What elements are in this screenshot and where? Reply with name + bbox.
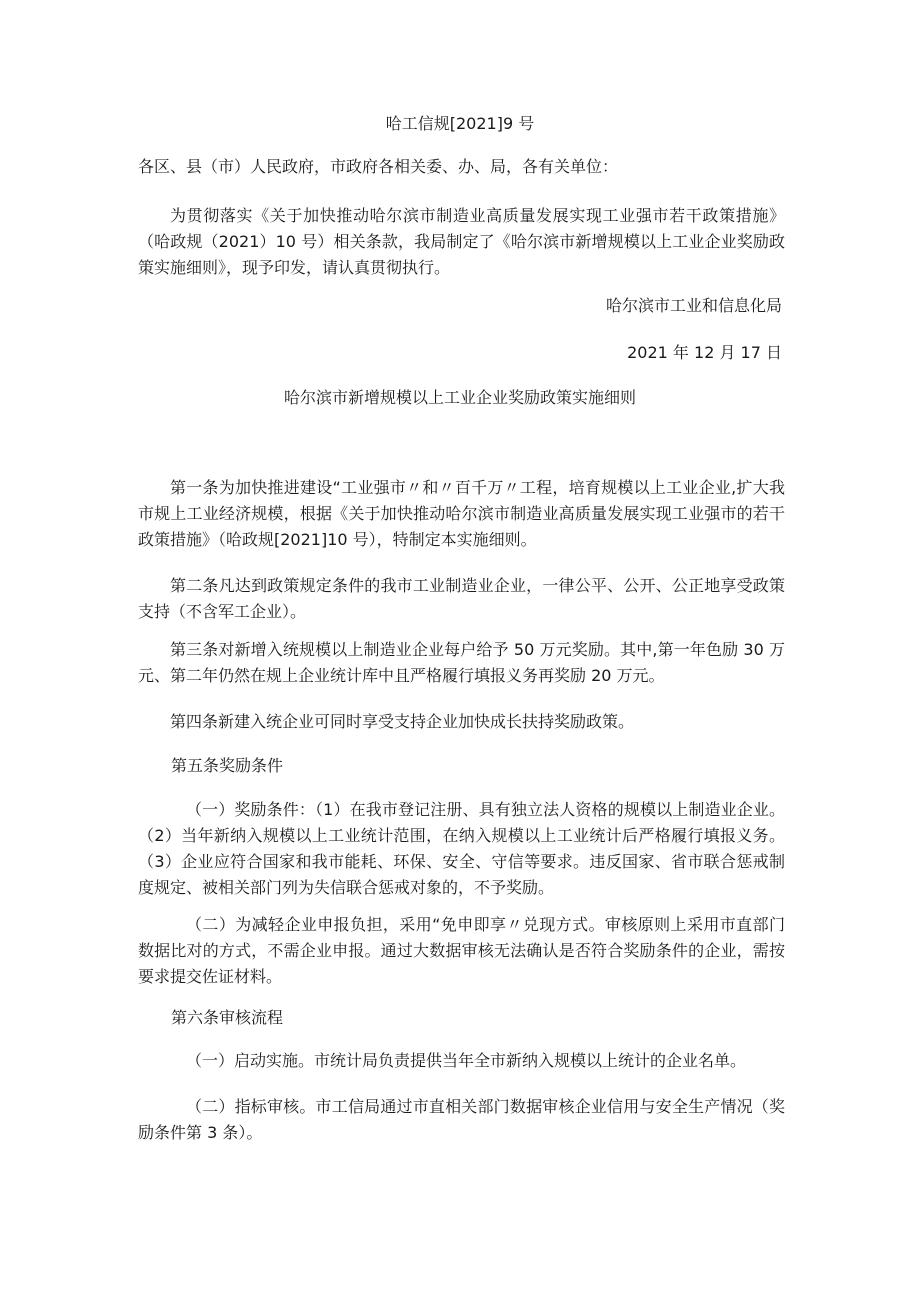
article-2: 第二条凡达到政策规定条件的我市工业制造业企业，一律公平、公开、公正地享受政策支持（不含军工企业）。 — [138, 576, 785, 621]
article-4: 第四条新建入统企业可同时享受支持企业加快成长扶持奖励政策。 — [170, 712, 635, 731]
document-number: 哈工信规[2021]9 号 — [385, 114, 535, 133]
issue-date: 2021 年 12 月 17 日 — [627, 343, 782, 362]
article-1: 第一条为加快推进建设“工业强市〃和〃百千万〃工程，培育规模以上工业企业,扩大我市规上工业经济规模，根据《关于加快推动哈尔滨市制造业高质量发展实现工业强市的若干政策措施》（哈政规[2021]10 号），特制定本实施细则。 — [138, 478, 785, 549]
article-6-item-1: （一）启动实施。市统计局负责提供当年全市新纳入规模以上统计的企业名单。 — [186, 1051, 747, 1070]
article-5-item-1: （一）奖励条件：（1）在我市登记注册、具有独立法人资格的规模以上制造业企业。（2）当年新纳入规模以上工业统计范围，在纳入规模以上工业统计后严格履行填报义务。（3）企业应符合国家和我市能耗、环保、安全、守信等要求。违反国家、省市联合惩戒制度规定、被相关部门列为失信联合惩戒对象的，不予奖励。 — [138, 800, 785, 897]
salutation: 各区、县（市）人民政府，市政府各相关委、办、局，各有关单位： — [138, 157, 619, 176]
document-title: 哈尔滨市新增规模以上工业企业奖励政策实施细则 — [283, 388, 636, 407]
intro-paragraph: 为贯彻落实《关于加快推动哈尔滨市制造业高质量发展实现工业强市若干政策措施》（哈政规（2021）10 号）相关条款，我局制定了《哈尔滨市新增规模以上工业企业奖励政策实施细则》，现予印发，请认真贯彻执行。 — [138, 206, 785, 277]
article-6-item-2: （二）指标审核。市工信局通过市直相关部门数据审核企业信用与安全生产情况（奖励条件第 3 条）。 — [138, 1097, 785, 1142]
article-6-heading: 第六条审核流程 — [171, 1008, 284, 1027]
article-5-item-2: （二）为减轻企业申报负担，采用“免申即享〃兑现方式。审核原则上采用市直部门数据比对的方式，不需企业申报。通过大数据审核无法确认是否符合奖励条件的企业，需按要求提交佐证材料。 — [138, 915, 785, 986]
issuer-name: 哈尔滨市工业和信息化局 — [605, 296, 782, 315]
article-5-heading: 第五条奖励条件 — [171, 756, 284, 775]
article-3: 第三条对新增入统规模以上制造业企业每户给予 50 万元奖励。其中,第一年色励 30 万元、第二年仍然在规上企业统计库中且严格履行填报义务再奖励 20 万元。 — [138, 640, 785, 685]
